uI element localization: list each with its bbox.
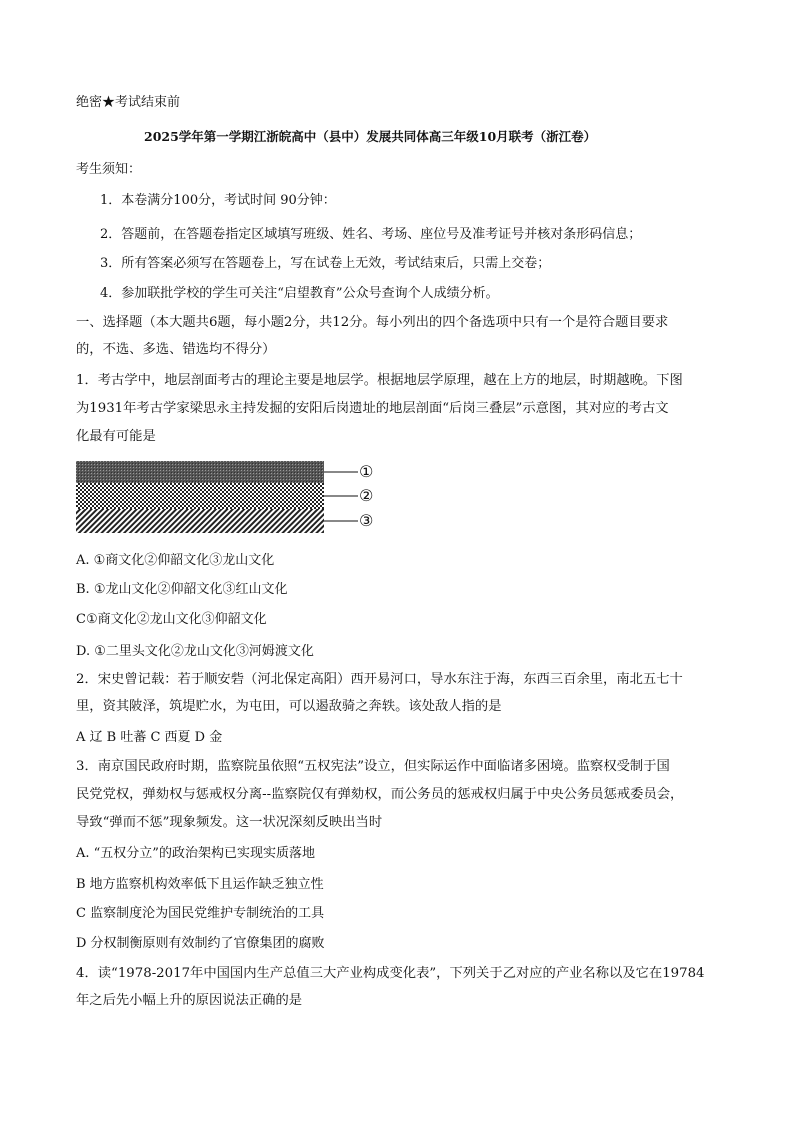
notice-heading: 考生须知： <box>76 162 142 177</box>
stratum-layer-2 <box>76 483 324 509</box>
q2-options: A 辽 B 吐蕃 C 西夏 D 金 <box>76 730 223 745</box>
section-heading: 一、选择题（本大题共6题，每小题2分，共12分。每小列出的四个备选项中只有一个是符合题目要求 <box>76 315 669 330</box>
stratum-layer-3 <box>76 509 324 533</box>
notice-item-4: 4．参加联批学校的学生可关注“启望教育”公众号查询个人成绩分析。 <box>100 286 499 301</box>
q3-stem-line2: 民党党权，弹劾权与惩戒权分离--监察院仅有弹劾权，而公务员的惩戒权归属于中央公务员惩戒委员会， <box>76 787 684 802</box>
notice-item-1: 1．本卷满分100分，考试时间 90分钟： <box>100 193 336 208</box>
layer-marker-3: ③ <box>359 511 374 530</box>
q4-stem-line1: 4．读“1978-2017年中国国内生产总值三大产业构成变化表”，下列关于乙对应的产业名称以及它在19784 <box>76 966 705 981</box>
q1-stem-line3: 化最有可能是 <box>76 429 156 444</box>
stratigraphy-diagram <box>76 461 324 533</box>
q3-option-a: A. “五权分立”的政治架构已实现实质落地 <box>76 846 315 861</box>
section-heading-cont: 的，不选、多选、错选均不得分） <box>76 342 276 357</box>
q1-stem-line1: 1．考古学中，地层剖面考古的理论主要是地层学。根据地层学原理，越在上方的地层，时期越晚。下图 <box>76 373 683 388</box>
stratum-layer-1 <box>76 461 324 483</box>
q1-option-b: B. ①龙山文化②仰韶文化③红山文化 <box>76 582 288 597</box>
secret-mark: 绝密★考试结束前 <box>76 95 181 110</box>
q3-stem-line1: 3．南京国民政府时期，监察院虽依照“五权宪法”设立，但实际运作中面临诸多困境。监察权受制于国 <box>76 759 670 774</box>
layer-marker-2: ② <box>359 486 374 505</box>
marker-leader-lines <box>324 461 364 533</box>
q3-option-c: C 监察制度沦为国民党维护专制统治的工具 <box>76 906 325 921</box>
q1-option-a: A. ①商文化②仰韶文化③龙山文化 <box>76 553 275 568</box>
q1-option-c: C①商文化②龙山文化③仰韶文化 <box>76 612 267 627</box>
layer-marker-1: ① <box>359 462 374 481</box>
q2-stem-line2: 里，资其陂泽，筑堤贮水，为屯田，可以遏敌骑之奔轶。该处敌人指的是 <box>76 699 502 714</box>
q3-option-d: D 分权制衡原则有效制约了官僚集团的腐败 <box>76 936 325 951</box>
q2-stem-line1: 2．宋史曾记载：若于顺安砦（河北保定高阳）西开易河口，导水东注于海，东西三百余里，南北五七十 <box>76 672 683 687</box>
notice-item-2: 2．答题前，在答题卷指定区域填写班级、姓名、考场、座位号及准考证号并核对条形码信息； <box>100 227 642 242</box>
q4-stem-line2: 年之后先小幅上升的原因说法正确的是 <box>76 993 303 1008</box>
exam-title: 2025学年第一学期江浙皖高中（县中）发展共同体高三年级10月联考（浙江卷） <box>144 129 597 144</box>
q3-option-b: B 地方监察机构效率低下且运作缺乏独立性 <box>76 877 324 892</box>
notice-item-3: 3．所有答案必须写在答题卷上，写在试卷上无效，考试结束后，只需上交卷； <box>100 256 551 271</box>
q1-option-d: D. ①二里头文化②龙山文化③河姆渡文化 <box>76 644 314 659</box>
q1-stem-line2: 为1931年考古学家梁思永主持发掘的安阳后岗遗址的地层剖面“后岗三叠层”示意图，其对应的考古文 <box>76 401 669 416</box>
q3-stem-line3: 导致“弹而不惩”现象频发。这一状况深刻反映出当时 <box>76 815 383 830</box>
